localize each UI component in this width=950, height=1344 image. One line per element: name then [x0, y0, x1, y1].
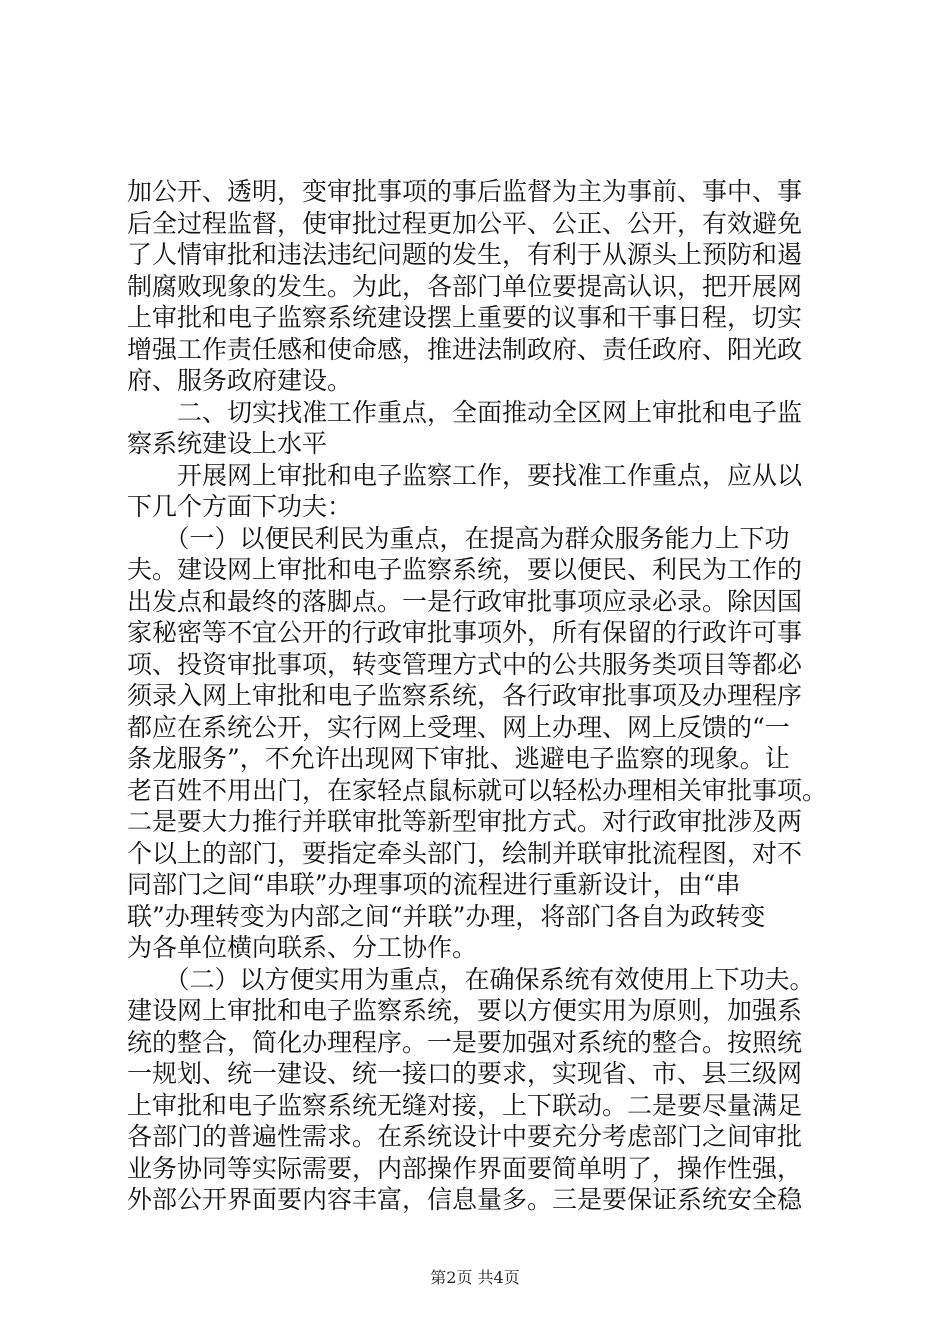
text-line: 条龙服务”，不允许出现网下审批、逃避电子监察的现象。让: [127, 744, 790, 773]
text-line: 下几个方面下功夫：: [127, 492, 353, 521]
text-line: 个以上的部门，要指定牵头部门，绘制并联审批流程图，对不: [127, 838, 803, 868]
text-line: 老百姓不用出门，在家轻点鼠标就可以轻松办理相关审批事项。: [127, 775, 827, 805]
text-line: 联”办理转变为内部之间“并联”办理，将部门各自为政转变: [127, 901, 766, 931]
text-line: 出发点和最终的落脚点。一是行政审批事项应录必录。除因国: [127, 586, 803, 616]
text-line: 统的整合，简化办理程序。一是要加强对系统的整合。按照统: [127, 1027, 803, 1057]
text-line: 开展网上审批和电子监察工作，要找准工作重点，应从以: [127, 460, 803, 490]
text-line: 制腐败现象的发生。为此，各部门单位要提高认识，把开展网: [127, 271, 803, 301]
text-line: 加公开、透明，变审批事项的事后监督为主为事前、事中、事: [127, 177, 803, 206]
text-line: 为各单位横向联系、分工协作。: [127, 933, 478, 962]
text-line: 一规划、统一建设、统一接口的要求，实现省、市、县三级网: [127, 1059, 803, 1088]
text-line: 各部门的普遍性需求。在系统设计中要充分考虑部门之间审批: [127, 1122, 803, 1151]
text-line: 建设网上审批和电子监察系统，要以方便实用为原则，加强系: [127, 996, 803, 1025]
page-footer: 第2页 共4页: [430, 1268, 520, 1287]
text-line: 须录入网上审批和电子监察系统，各行政审批事项及办理程序: [127, 681, 803, 710]
text-line: 同部门之间“串联”办理事项的流程进行重新设计，由“串: [127, 870, 741, 899]
text-line: 府、服务政府建设。: [127, 366, 353, 395]
text-line: 业务协同等实际需要，内部操作界面要简单明了，操作性强，: [127, 1153, 803, 1183]
body-text: [127, 176, 827, 1216]
text-line: 后全过程监督，使审批过程更加公平、公正、公开，有效避免: [127, 208, 803, 238]
text-line: 上审批和电子监察系统建设摆上重要的议事和干事日程，切实: [127, 303, 803, 332]
text-line: 上审批和电子监察系统无缝对接，上下联动。二是要尽量满足: [127, 1090, 803, 1120]
text-line: 都应在系统公开，实行网上受理、网上办理、网上反馈的“一: [127, 712, 790, 742]
text-line: 家秘密等不宜公开的行政审批事项外，所有保留的行政许可事: [127, 618, 803, 647]
text-line: （二）以方便实用为重点，在确保系统有效使用上下功夫。: [127, 964, 815, 994]
text-line: 项、投资审批事项，转变管理方式中的公共服务类项目等都必: [127, 649, 803, 679]
text-line: 增强工作责任感和使命感，推进法制政府、责任政府、阳光政: [127, 334, 803, 364]
text-line: 了人情审批和违法违纪问题的发生，有利于从源头上预防和遏: [127, 240, 803, 269]
text-line: 察系统建设上水平: [127, 429, 328, 458]
text-line: 二是要大力推行并联审批等新型审批方式。对行政审批涉及两: [127, 807, 803, 836]
text-line: 夫。建设网上审批和电子监察系统，要以便民、利民为工作的: [127, 555, 803, 584]
text-line: 二、切实找准工作重点，全面推动全区网上审批和电子监: [127, 397, 803, 427]
text-line: 外部公开界面要内容丰富，信息量多。三是要保证系统安全稳: [127, 1185, 803, 1214]
text-line: （一）以便民利民为重点，在提高为群众服务能力上下功: [127, 523, 790, 553]
